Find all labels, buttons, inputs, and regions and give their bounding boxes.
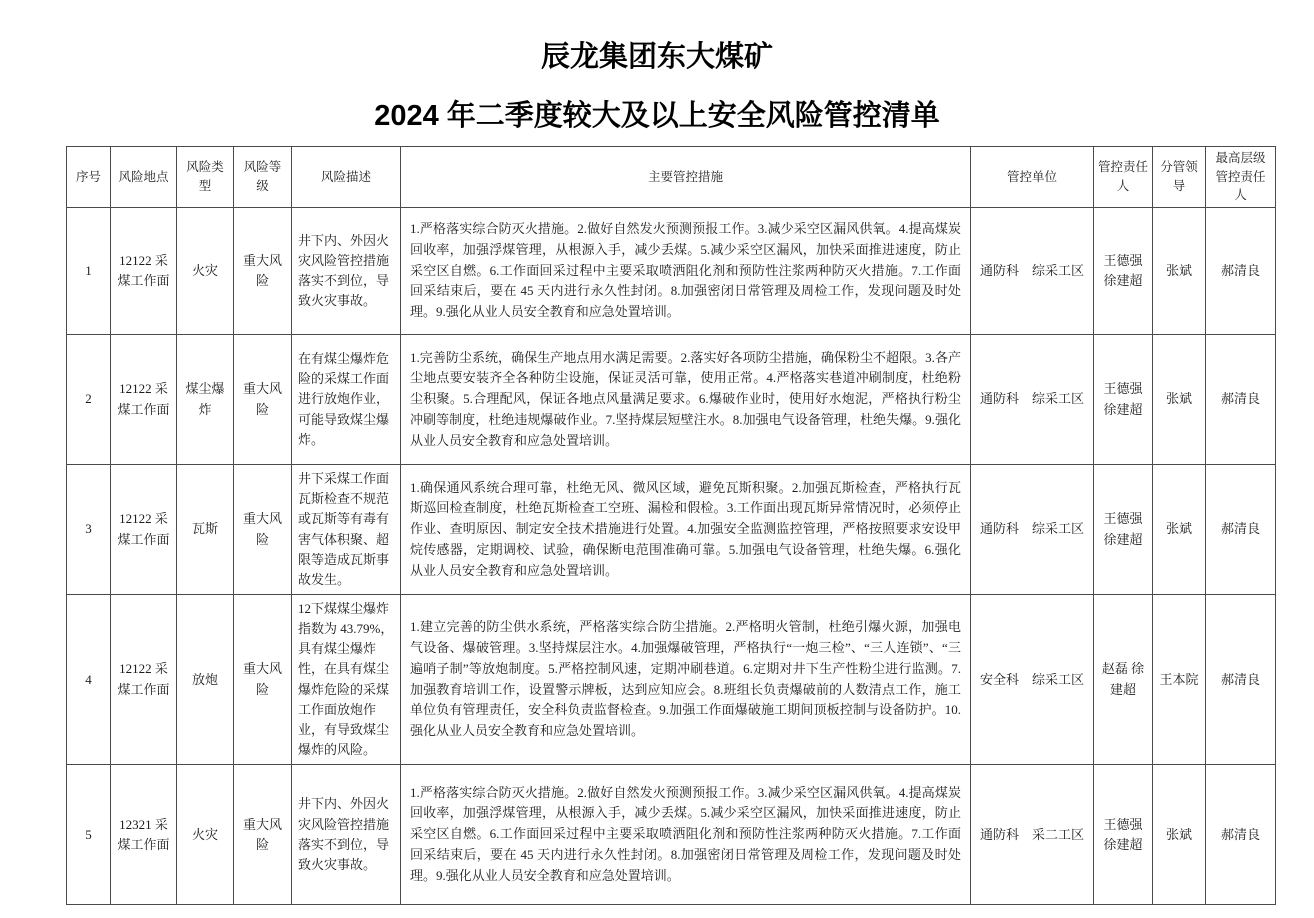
cell-seq: 4 bbox=[67, 595, 111, 765]
cell-risk-description: 井下内、外因火灾风险管控措施落实不到位，导致火灾事故。 bbox=[292, 765, 401, 905]
cell-risk-level: 重大风险 bbox=[234, 208, 292, 335]
cell-control-unit: 安全科 综采工区 bbox=[971, 595, 1094, 765]
cell-control-unit: 通防科 综采工区 bbox=[971, 335, 1094, 465]
cell-top-level-responsible: 郝清良 bbox=[1206, 765, 1276, 905]
cell-control-unit: 通防科 综采工区 bbox=[971, 208, 1094, 335]
cell-main-measures: 1.严格落实综合防灭火措施。2.做好自然发火预测预报工作。3.减少采空区漏风供氧。4.提高煤炭回收率，加强浮煤管理，从根源入手，减少丢煤。5.减少采空区漏风，加快采面推进速度，防止采空区自燃。6.工作面回采过程中主要采取喷洒阻化剂和预防性注浆两种防灭火措施。7.工作面回采结束后，要在 45 天内进行永久性封闭。8.加强密闭日常管理及周检工作，发现问题及时处理。9.强化从业人员安全教育和应急处置培训。 bbox=[401, 208, 971, 335]
cell-control-responsible: 王德强 徐建超 bbox=[1094, 765, 1153, 905]
cell-control-responsible: 王德强 徐建超 bbox=[1094, 465, 1153, 595]
cell-control-unit: 通防科 采二工区 bbox=[971, 765, 1094, 905]
header-seq: 序号 bbox=[67, 146, 111, 207]
cell-risk-location: 12122 采煤工作面 bbox=[111, 595, 177, 765]
cell-risk-description: 12下煤煤尘爆炸指数为 43.79%，具有煤尘爆炸性，在具有煤尘爆炸危险的采煤工作面放炮作业，有导致煤尘爆炸的风险。 bbox=[292, 595, 401, 765]
cell-risk-type: 放炮 bbox=[177, 595, 234, 765]
cell-seq: 5 bbox=[67, 765, 111, 905]
cell-leader-in-charge: 张斌 bbox=[1153, 208, 1206, 335]
cell-risk-location: 12122 采煤工作面 bbox=[111, 465, 177, 595]
cell-risk-location: 12321 采煤工作面 bbox=[111, 765, 177, 905]
cell-main-measures: 1.严格落实综合防灭火措施。2.做好自然发火预测预报工作。3.减少采空区漏风供氧。4.提高煤炭回收率，加强浮煤管理，从根源入手，减少丢煤。5.减少采空区漏风，加快采面推进速度，防止采空区自燃。6.工作面回采过程中主要采取喷洒阻化剂和预防性注浆两种防灭火措施。7.工作面回采结束后，要在 45 天内进行永久性封闭。8.加强密闭日常管理及周检工作，发现问题及时处理。9.强化从业人员安全教育和应急处置培训。 bbox=[401, 765, 971, 905]
header-control-unit: 管控单位 bbox=[971, 146, 1094, 207]
header-top-level-responsible: 最高层级管控责任人 bbox=[1206, 146, 1276, 207]
cell-leader-in-charge: 张斌 bbox=[1153, 765, 1206, 905]
cell-leader-in-charge: 张斌 bbox=[1153, 465, 1206, 595]
cell-risk-level: 重大风险 bbox=[234, 595, 292, 765]
header-risk-description: 风险描述 bbox=[292, 146, 401, 207]
table-row bbox=[67, 335, 1276, 465]
table-row bbox=[67, 595, 1276, 765]
document-title: 辰龙集团东大煤矿 bbox=[540, 41, 773, 73]
cell-risk-type: 火灾 bbox=[177, 208, 234, 335]
cell-risk-description: 井下内、外因火灾风险管控措施落实不到位，导致火灾事故。 bbox=[292, 208, 401, 335]
cell-seq: 1 bbox=[67, 208, 111, 335]
cell-top-level-responsible: 郝清良 bbox=[1206, 595, 1276, 765]
cell-risk-level: 重大风险 bbox=[234, 465, 292, 595]
cell-risk-location: 12122 采煤工作面 bbox=[111, 335, 177, 465]
cell-risk-type: 瓦斯 bbox=[177, 465, 234, 595]
cell-leader-in-charge: 王本院 bbox=[1153, 595, 1206, 765]
cell-top-level-responsible: 郝清良 bbox=[1206, 208, 1276, 335]
cell-risk-description: 在有煤尘爆炸危险的采煤工作面进行放炮作业，可能导致煤尘爆炸。 bbox=[292, 335, 401, 465]
cell-main-measures: 1.确保通风系统合理可靠，杜绝无风、微风区域，避免瓦斯积聚。2.加强瓦斯检查，严格执行瓦斯巡回检查制度，杜绝瓦斯检查工空班、漏检和假检。3.工作面出现瓦斯异常情况时，必须停止作业、查明原因、制定安全技术措施进行处置。4.加强安全监测监控管理，严格按照要求安设甲烷传感器，定期调校、试验，确保断电范围准确可靠。5.加强电气设备管理，杜绝失爆。6.强化从业人员安全教育和应急处置培训。 bbox=[401, 465, 971, 595]
cell-control-responsible: 王德强 徐建超 bbox=[1094, 335, 1153, 465]
document-subtitle: 2024 年二季度较大及以上安全风险管控清单 bbox=[374, 99, 940, 132]
header-leader-in-charge: 分管领导 bbox=[1153, 146, 1206, 207]
cell-risk-type: 煤尘爆炸 bbox=[177, 335, 234, 465]
header-main-measures: 主要管控措施 bbox=[401, 146, 971, 207]
cell-control-unit: 通防科 综采工区 bbox=[971, 465, 1094, 595]
header-risk-level: 风险等级 bbox=[234, 146, 292, 207]
cell-risk-level: 重大风险 bbox=[234, 765, 292, 905]
table-row bbox=[67, 765, 1276, 905]
cell-top-level-responsible: 郝清良 bbox=[1206, 335, 1276, 465]
cell-main-measures: 1.完善防尘系统，确保生产地点用水满足需要。2.落实好各项防尘措施，确保粉尘不超限。3.各产尘地点要安装齐全各种防尘设施，保证灵活可靠，使用正常。4.严格落实巷道冲刷制度，杜绝粉尘积聚。5.合理配风，保证各地点风量满足要求。6.爆破作业时，使用好水炮泥，严格执行粉尘冲刷等制度，杜绝违规爆破作业。7.坚持煤层短壁注水。8.加强电气设备管理，杜绝失爆。9.强化从业人员安全教育和应急处置培训。 bbox=[401, 335, 971, 465]
risk-control-table bbox=[66, 146, 1276, 905]
header-risk-location: 风险地点 bbox=[111, 146, 177, 207]
cell-seq: 3 bbox=[67, 465, 111, 595]
header-control-responsible: 管控责任人 bbox=[1094, 146, 1153, 207]
cell-leader-in-charge: 张斌 bbox=[1153, 335, 1206, 465]
cell-risk-level: 重大风险 bbox=[234, 335, 292, 465]
header-risk-type: 风险类型 bbox=[177, 146, 234, 207]
cell-seq: 2 bbox=[67, 335, 111, 465]
cell-control-responsible: 赵磊 徐建超 bbox=[1094, 595, 1153, 765]
cell-risk-location: 12122 采煤工作面 bbox=[111, 208, 177, 335]
cell-top-level-responsible: 郝清良 bbox=[1206, 465, 1276, 595]
table-row bbox=[67, 465, 1276, 595]
cell-risk-description: 井下采煤工作面瓦斯检查不规范或瓦斯等有毒有害气体积聚、超限等造成瓦斯事故发生。 bbox=[292, 465, 401, 595]
table-row bbox=[67, 208, 1276, 335]
table-header-row bbox=[67, 146, 1276, 207]
cell-control-responsible: 王德强 徐建超 bbox=[1094, 208, 1153, 335]
cell-risk-type: 火灾 bbox=[177, 765, 234, 905]
cell-main-measures: 1.建立完善的防尘供水系统，严格落实综合防尘措施。2.严格明火管制，杜绝引爆火源，加强电气设备、爆破管理。3.坚持煤层注水。4.加强爆破管理，严格执行“一炮三检”、“三人连锁”、“三遍哨子制”等放炮制度。5.严格控制风速，定期冲刷巷道。6.定期对井下生产性粉尘进行监测。7.加强教育培训工作，设置警示牌板，达到应知应会。8.班组长负责爆破前的人数清点工作，施工单位负有管理责任，安全科负责监督检查。9.加强工作面爆破施工期间顶板控制与设备防护。10.强化从业人员安全教育和应急处置培训。 bbox=[401, 595, 971, 765]
